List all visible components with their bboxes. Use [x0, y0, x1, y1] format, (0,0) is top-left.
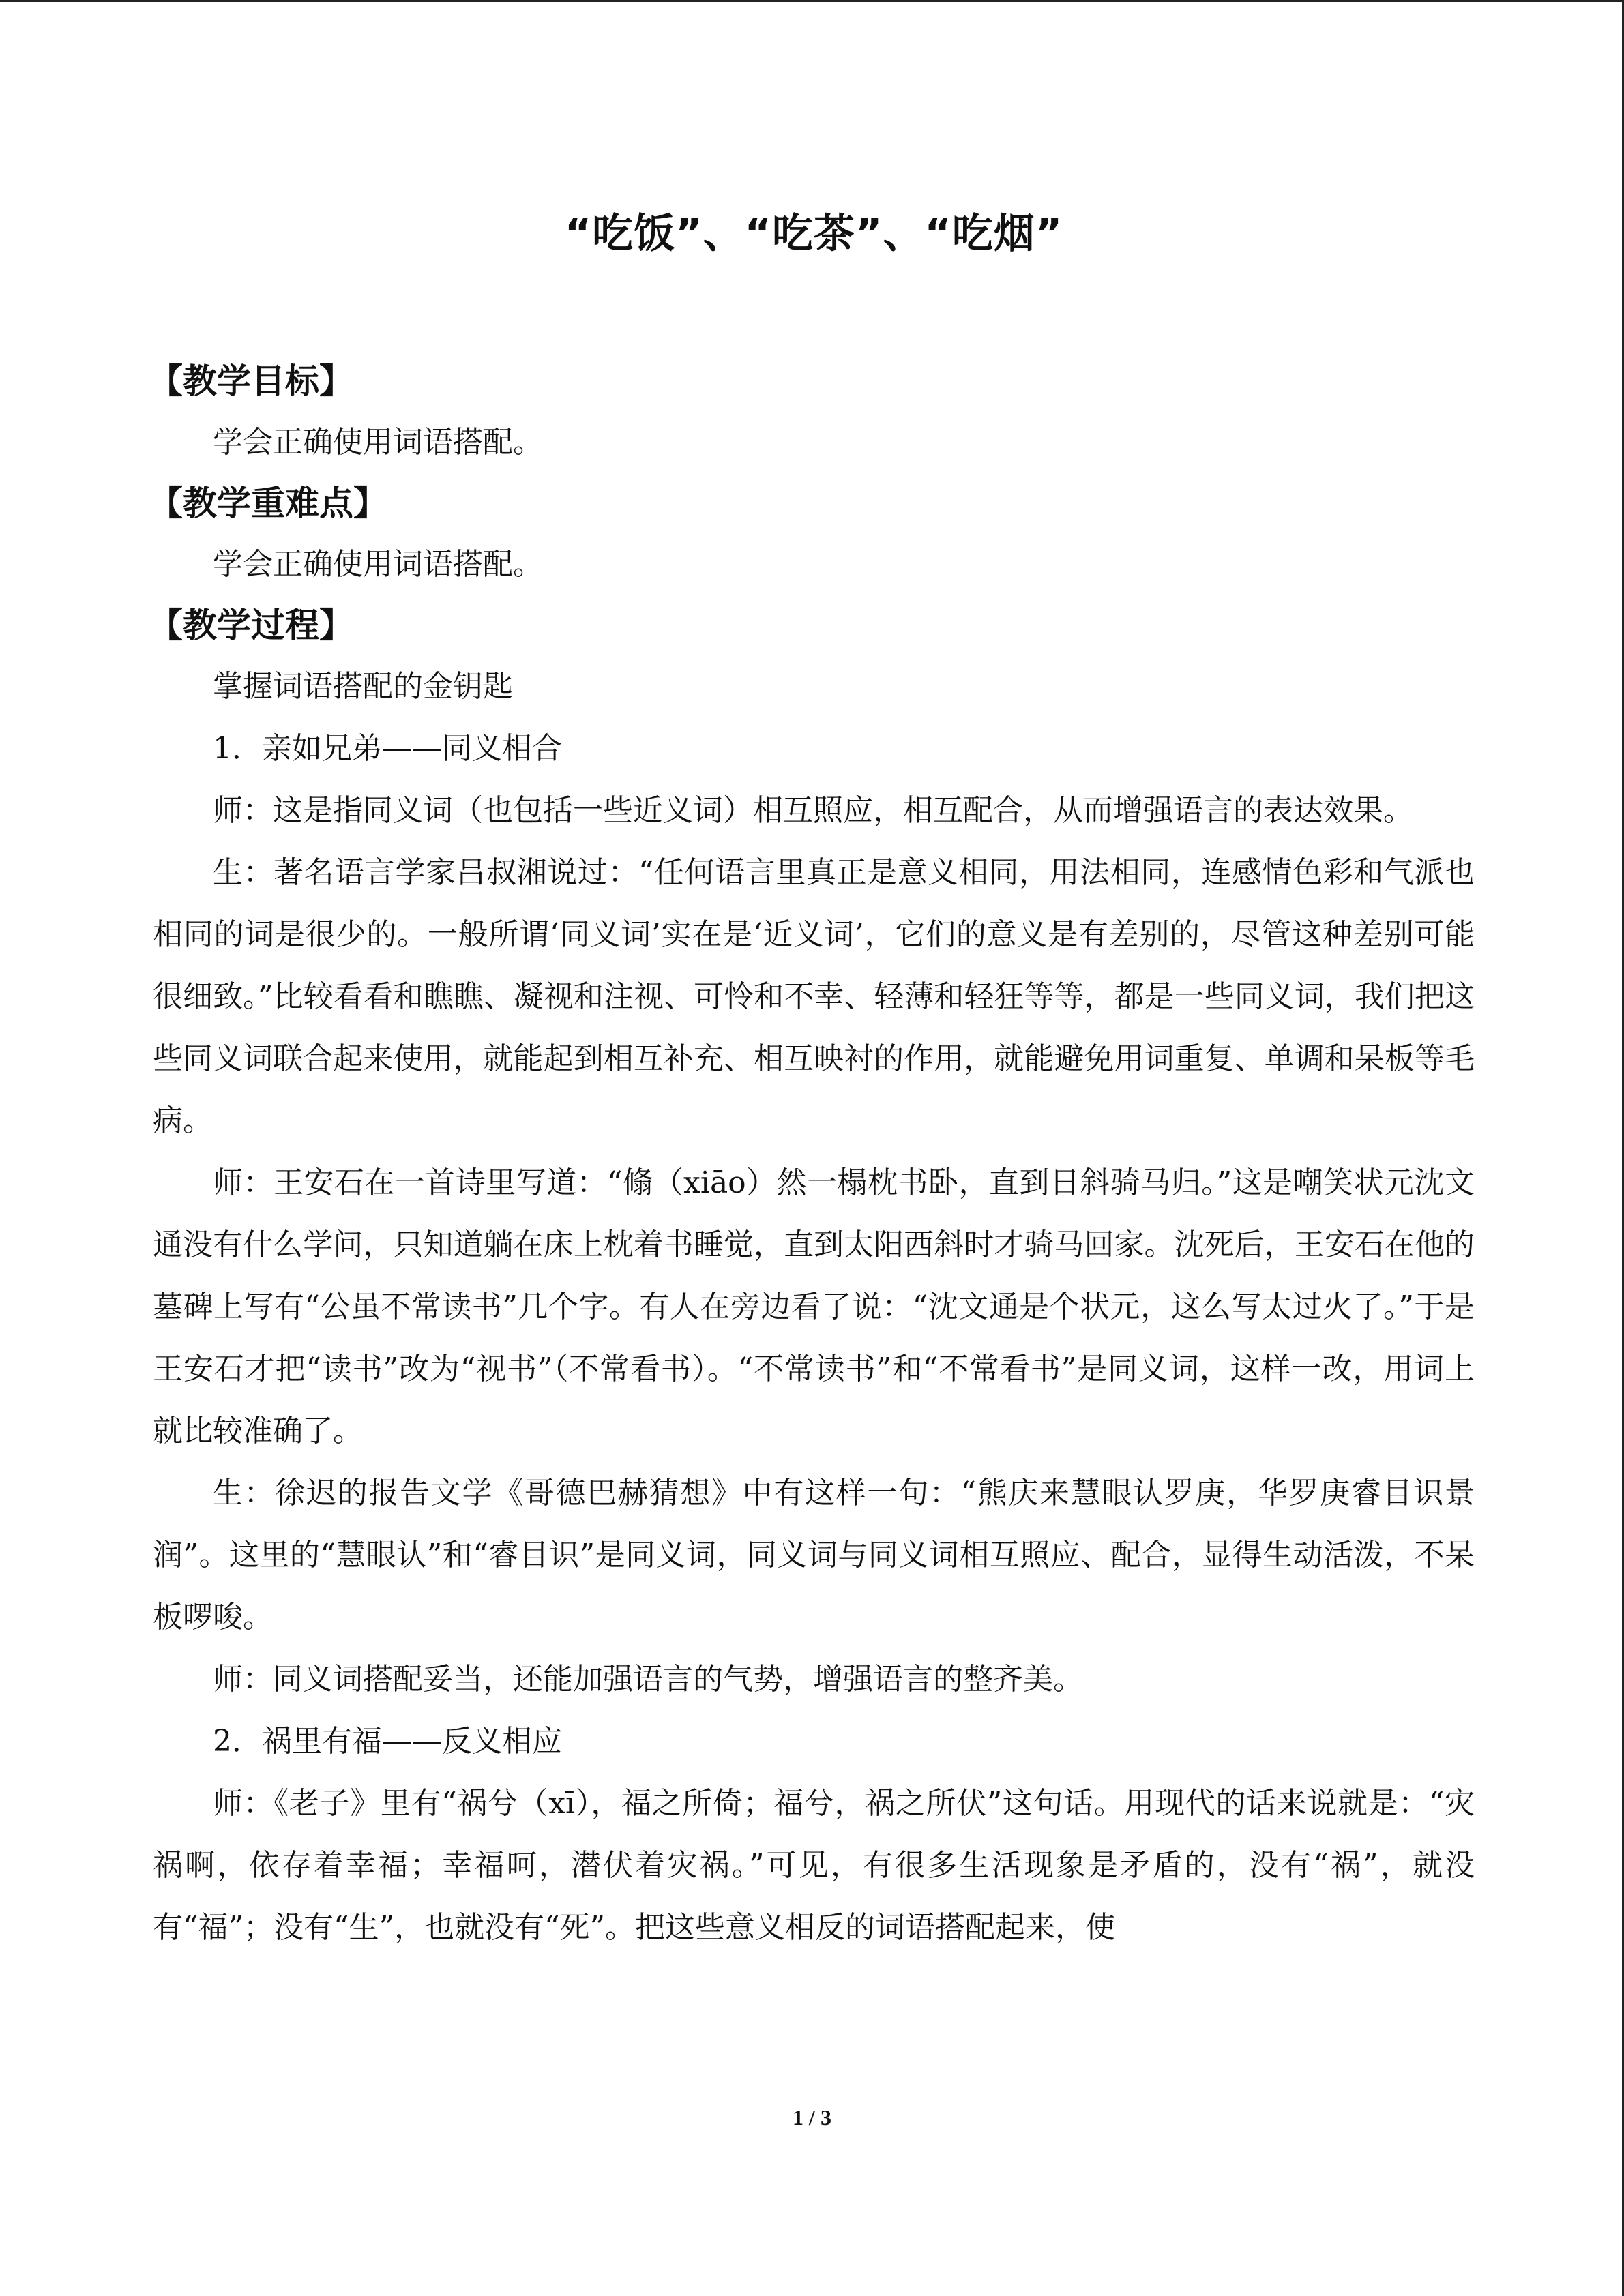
paragraph: 师：王安石在一首诗里写道：“翛（xiāo）然一榻枕书卧，直到日斜骑马归。”这是嘲笑状元沈文通没有什么学问，只知道躺在床上枕着书睡觉，直到太阳西斜时才骑马回家。沈死后，王安石在他的墓碑上写有“公虽不常读书”几个字。有人在旁边看了说：“沈文通是个状元，这么写太过火了。”于是王安石才把“读书”改为“视书”（不常看书）。“不常读书”和“不常看书”是同义词，这样一改，用词上就比较准确了。: [153, 1165, 1475, 1448]
paragraph: 师：这是指同义词（也包括一些近义词）相互照应，相互配合，从而增强语言的表达效果。: [213, 793, 1413, 828]
heading-teaching-process: 【教学过程】: [149, 606, 353, 645]
paragraph: 生：著名语言学家吕叔湘说过：“任何语言里真正是意义相同，用法相同，连感情色彩和气派也相同的词是很少的。一般所谓‘同义词’实在是‘近义词’，它们的意义是有差别的，尽管这种差别可能很细致。”比较看看和瞧瞧、凝视和注视、可怜和不幸、轻薄和轻狂等等，都是一些同义词，我们把这些同义词联合起来使用，就能起到相互补充、相互映衬的作用，就能避免用词重复、单调和呆板等毛病。: [153, 855, 1475, 1138]
page-content: [149, 207, 1475, 1958]
goal-text: 学会正确使用词语搭配。: [213, 425, 543, 460]
subheading-antonyms: 2．祸里有福——反义相应: [213, 1724, 562, 1759]
paragraph: 师：《老子》里有“祸兮（xī），福之所倚；福兮，祸之所伏”这句话。用现代的话来说就是：“灾祸啊，依存着幸福；幸福呵，潜伏着灾祸。”可见，有很多生活现象是矛盾的，没有“祸”，就没有“福”；没有“生”，也就没有“死”。把这些意义相反的词语搭配起来，使: [153, 1786, 1475, 1945]
paragraph: 生：徐迟的报告文学《哥德巴赫猜想》中有这样一句：“熊庆来慧眼认罗庚，华罗庚睿目识景润”。这里的“慧眼认”和“睿目识”是同义词，同义词与同义词相互照应、配合，显得生动活泼，不呆板啰唆。: [153, 1476, 1475, 1635]
page-number: 1 / 3: [793, 2105, 831, 2130]
subheading-synonyms: 1．亲如兄弟——同义相合: [213, 731, 562, 766]
process-intro: 掌握词语搭配的金钥匙: [213, 669, 513, 704]
heading-teaching-difficulty: 【教学重难点】: [149, 483, 387, 523]
paragraph: 师：同义词搭配妥当，还能加强语言的气势，增强语言的整齐美。: [213, 1662, 1083, 1697]
document-title: “吃饭”、“吃茶”、“吃烟”: [564, 210, 1063, 258]
difficulty-text: 学会正确使用词语搭配。: [213, 547, 543, 582]
heading-teaching-goal: 【教学目标】: [149, 361, 353, 401]
